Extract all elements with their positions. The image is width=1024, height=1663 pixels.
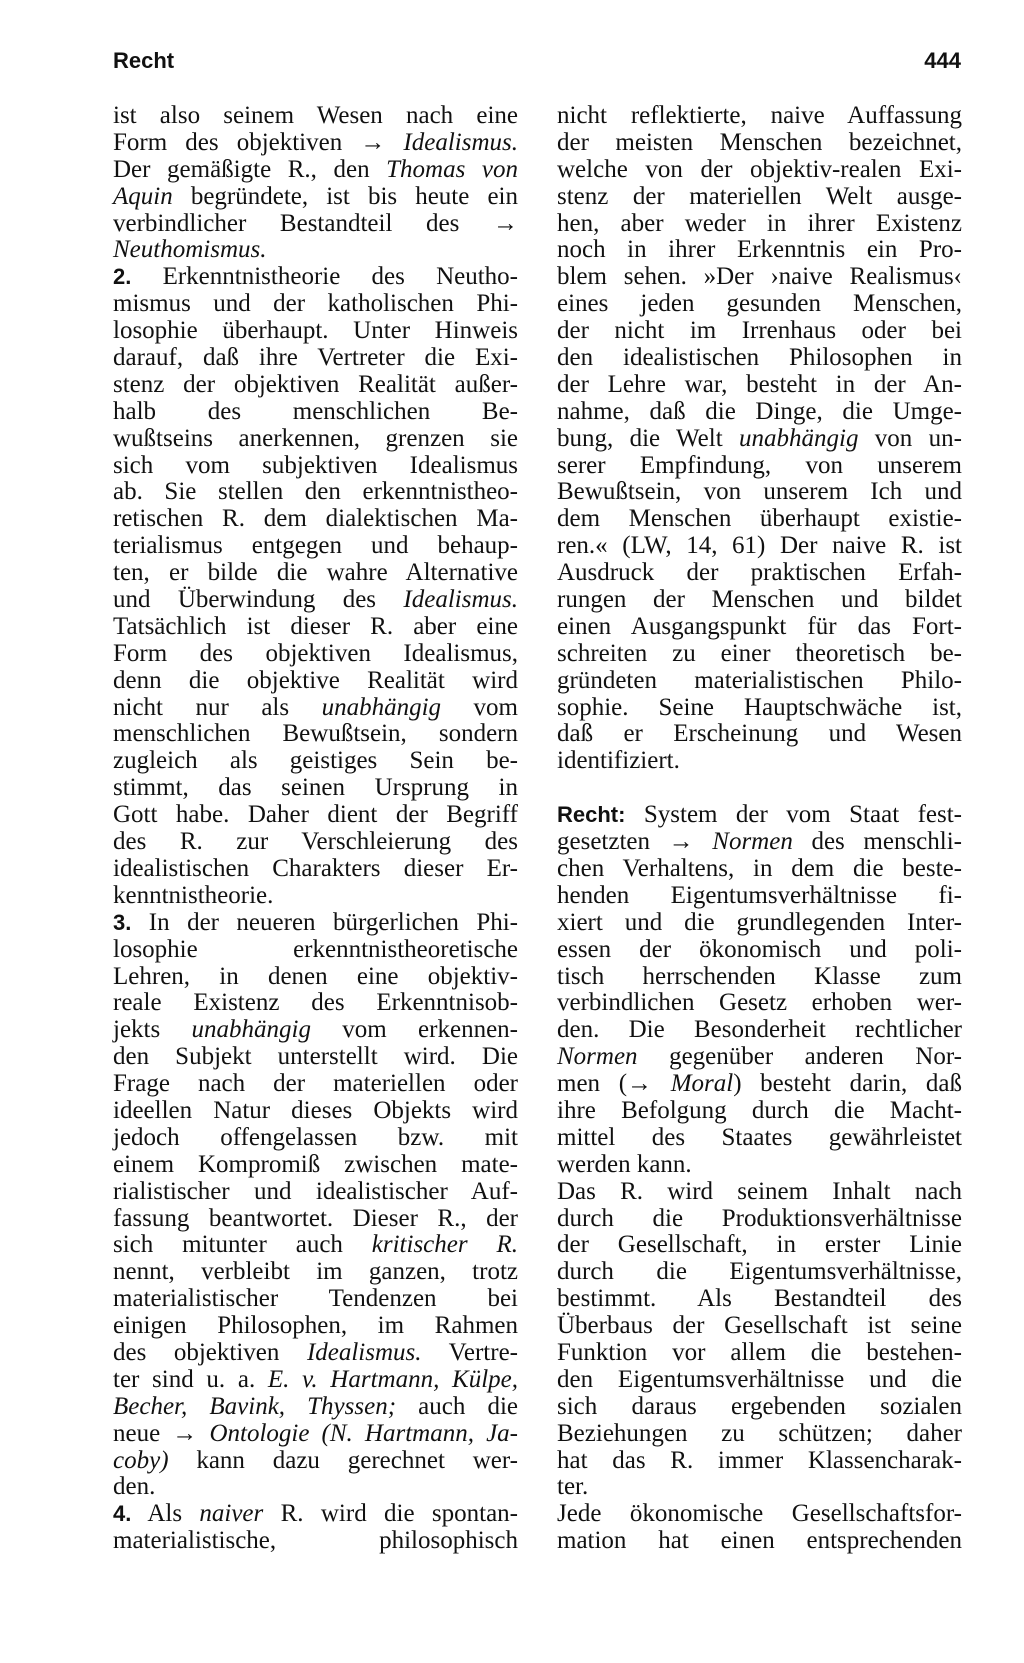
left-column-line: neue → Ontologie (N. Hartmann, Ja- [113,1419,518,1447]
page-number: 444 [924,48,961,73]
left-column-line: zugleich als geistiges Sein be- [113,747,518,775]
right-column-line: men (→ Moral) besteht darin, daß [557,1070,962,1098]
right-column-line: der meisten Menschen bezeichnet, [557,128,962,156]
right-column-line: verbindlichen Gesetz erhoben wer- [557,989,962,1017]
left-column-line: rialistischer und idealistischer Auf- [113,1177,518,1205]
left-column-line: Der gemäßigte R., den Thomas von [113,155,518,183]
right-column-line: einen Ausgangspunkt für das Fort- [557,612,962,640]
right-column-line: rungen der Menschen und bildet [557,586,962,614]
right-column-line: serer Empfindung, von unserem [557,451,962,479]
left-column-line: 2. Erkenntnistheorie des Neutho- [113,263,518,291]
left-column-line: Aquin begründete, ist bis heute ein [113,182,518,210]
left-column-line: coby) kann dazu gerechnet wer- [113,1446,518,1474]
right-column-line: identifiziert. [557,747,680,775]
right-column-line: Funktion vor allem die bestehen- [557,1338,962,1366]
left-column-line: einem Kompromiß zwischen mate- [113,1150,518,1178]
left-column-line: stimmt, das seinen Ursprung in [113,774,518,802]
left-column-line: jekts unabhängig vom erkennen- [113,1016,518,1044]
right-column-line: henden Eigentumsverhältnisse fi- [557,881,962,909]
left-column-line: losophie erkenntnistheoretische [113,935,518,963]
left-column-line: menschlichen Bewußtsein, sondern [113,720,518,748]
right-column-line: ren.« (LW, 14, 61) Der naive R. ist [557,532,962,560]
left-column-line: 3. In der neueren bürgerlichen Phi- [113,908,518,936]
right-column-line: tisch herrschenden Klasse zum [557,962,962,990]
left-column-line: ab. Sie stellen den erkenntnistheo- [113,478,518,506]
right-column-line: der Gesellschaft, in erster Linie [557,1231,962,1259]
right-column-line: werden kann. [557,1150,692,1178]
right-column-line: blem sehen. »Der ›naive Realismus‹ [557,263,962,291]
left-column-line: Frage nach der materiellen oder [113,1070,518,1098]
right-column-line: durch die Produktionsverhältnisse [557,1204,962,1232]
left-column-line: verbindlicher Bestandteil des → [113,209,518,237]
right-column-line: bung, die Welt unabhängig von un- [557,424,962,452]
left-column-line: ideellen Natur dieses Objekts wird [113,1096,518,1124]
left-column-line: Neuthomismus. [113,236,267,264]
right-column-line: ihre Befolgung durch die Macht- [557,1096,962,1124]
left-column-line: ter sind u. a. E. v. Hartmann, Külpe, [113,1365,518,1393]
right-column-line: sophie. Seine Hauptschwäche ist, [557,693,962,721]
right-column-line: welche von der objektiv-realen Exi- [557,155,962,183]
right-column-line: bestimmt. Als Bestandteil des [557,1285,962,1313]
right-column-line: Überbaus der Gesellschaft ist seine [557,1312,962,1340]
right-column-line: sich daraus ergebenden sozialen [557,1392,962,1420]
right-column-line: gesetzten → Normen des menschli- [557,828,962,856]
right-column-line: mation hat einen entsprechenden [557,1527,962,1555]
right-column-line: Jede ökonomische Gesellschaftsfor- [557,1500,962,1528]
left-text-column [113,103,518,1555]
right-column-line: xiert und die grundlegenden Inter- [557,908,962,936]
right-column-line: gründeten materialistischen Philo- [557,666,962,694]
left-column-line: reale Existenz des Erkenntnisob- [113,989,518,1017]
left-column-line: des objektiven Idealismus. Vertre- [113,1338,518,1366]
left-column-line: Form des objektiven → Idealismus. [113,128,518,156]
right-column-line: den. Die Besonderheit rechtlicher [557,1016,962,1044]
left-column-line: und Überwindung des Idealismus. [113,586,518,614]
right-column-line: durch die Eigentumsverhältnisse, [557,1258,962,1286]
left-column-line: Tatsächlich ist dieser R. aber eine [113,612,518,640]
right-column-line: Ausdruck der praktischen Erfah- [557,559,962,587]
right-column-line: daß er Erscheinung und Wesen [557,720,962,748]
left-column-line: den. [113,1473,156,1501]
left-column-line: wußtseins anerkennen, grenzen sie [113,424,518,452]
left-column-line: Gott habe. Daher dient der Begriff [113,801,518,829]
left-column-line: einigen Philosophen, im Rahmen [113,1312,518,1340]
right-column-line: Das R. wird seinem Inhalt nach [557,1177,962,1205]
left-column-line: sich mitunter auch kritischer R. [113,1231,518,1259]
right-column-line: den idealistischen Philosophen in [557,344,962,372]
right-column-line: Bewußtsein, von unserem Ich und [557,478,962,506]
left-column-line: darauf, daß ihre Vertreter die Exi- [113,344,518,372]
right-column-line: ter. [557,1473,589,1501]
left-column-line: idealistischen Charakters dieser Er- [113,854,518,882]
right-column-line: schreiten zu einer theoretisch be- [557,639,962,667]
left-column-line: kenntnistheorie. [113,881,274,909]
right-column-line: eines jeden gesunden Menschen, [557,290,962,318]
right-column-line: stenz der materiellen Welt ausge- [557,182,962,210]
left-column-line: fassung beantwortet. Dieser R., der [113,1204,518,1232]
left-column-line: losophie überhaupt. Unter Hinweis [113,317,518,345]
right-column-line: nicht reflektierte, naive Auffassung [557,102,962,129]
left-column-line: mismus und der katholischen Phi- [113,290,518,318]
right-column-line [557,775,962,802]
left-column-line: denn die objektive Realität wird [113,666,518,694]
left-column-line: terialismus entgegen und behaup- [113,532,518,560]
left-column-line: materialistische, philosophisch [113,1527,518,1555]
right-column-line: Normen gegenüber anderen Nor- [557,1043,962,1071]
right-column-line: hat das R. immer Klassencharak- [557,1446,962,1474]
right-column-line: nahme, daß die Dinge, die Umge- [557,397,962,425]
running-head-title: Recht [113,48,175,73]
left-column-line: Becher, Bavink, Thyssen; auch die [113,1392,519,1420]
left-column-line: materialistischer Tendenzen bei [113,1285,518,1313]
right-column-line: Recht: System der vom Staat fest- [557,801,962,829]
left-column-line: den Subjekt unterstellt wird. Die [113,1043,518,1071]
right-column-line: chen Verhaltens, in dem die beste- [557,854,962,882]
right-text-column [557,103,962,1555]
left-column-line: ten, er bilde die wahre Alternative [113,559,518,587]
left-column-line: nicht nur als unabhängig vom [113,693,518,721]
left-column-line: retischen R. dem dialektischen Ma- [113,505,518,533]
left-column-line: stenz der objektiven Realität außer- [113,370,518,398]
right-column-line: dem Menschen überhaupt existie- [557,505,962,533]
left-column-line: 4. Als naiver R. wird die spontan- [113,1500,518,1528]
right-column-line: hen, aber weder in ihrer Existenz [557,209,962,237]
right-column-line: mittel des Staates gewährleistet [557,1123,962,1151]
left-column-line: des R. zur Verschleierung des [113,828,518,856]
right-column-line: der Lehre war, besteht in der An- [557,370,962,398]
left-column-line: halb des menschlichen Be- [113,397,518,425]
left-column-line: nennt, verbleibt im ganzen, trotz [113,1258,518,1286]
right-column-line: essen der ökonomisch und poli- [557,935,962,963]
right-column-line: noch in ihrer Erkenntnis ein Pro- [557,236,962,264]
left-column-line: Form des objektiven Idealismus, [113,639,518,667]
left-column-line: jedoch offengelassen bzw. mit [113,1123,518,1151]
right-column-line: den Eigentumsverhältnisse und die [557,1365,962,1393]
page-header [113,48,961,84]
left-column-line: sich vom subjektiven Idealismus [113,451,518,479]
right-column-line: Beziehungen zu schützen; daher [557,1419,962,1447]
left-column-line: ist also seinem Wesen nach eine [113,102,518,129]
left-column-line: Lehren, in denen eine objektiv- [113,962,518,990]
right-column-line: der nicht im Irrenhaus oder bei [557,317,962,345]
